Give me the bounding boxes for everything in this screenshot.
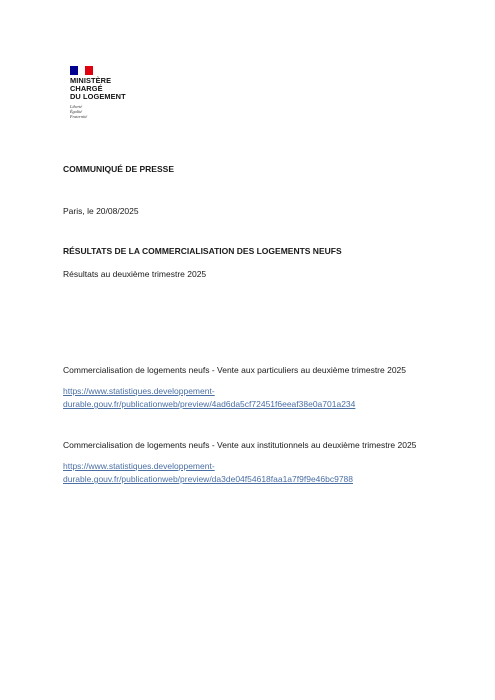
release-date: Paris, le 20/08/2025: [63, 206, 139, 216]
document-subtitle: Résultats au deuxième trimestre 2025: [63, 269, 207, 279]
ministry-logo: [70, 66, 150, 119]
flag-red-stripe: [85, 66, 93, 75]
link-particuliers[interactable]: [63, 385, 355, 411]
item-label-institutionnels: Commercialisation de logements neufs - Vente aux institutionnels au deuxième trimestre 2025: [63, 440, 417, 450]
press-release-heading: COMMUNIQUÉ DE PRESSE: [63, 164, 174, 174]
link-line: https://www.statistiques.developpement-: [63, 386, 215, 396]
link-institutionnels[interactable]: [63, 460, 353, 486]
motto-line: Liberté: [70, 104, 83, 109]
link-line: durable.gouv.fr/publicationweb/preview/da3de04f54618faa1a7f9f9e46bc9788: [63, 474, 354, 484]
item-label-particuliers: Commercialisation de logements neufs - Vente aux particuliers au deuxième trimestre 2025: [63, 365, 407, 375]
link-line: durable.gouv.fr/publicationweb/preview/4ad6da5cf72451f6eeaf38e0a701a234: [63, 399, 356, 409]
flag-white-stripe: [78, 66, 86, 75]
ministry-name: [70, 77, 150, 101]
link-line: https://www.statistiques.developpement-: [63, 461, 215, 471]
french-flag-icon: [70, 66, 93, 75]
motto-line: Égalité: [70, 109, 83, 114]
ministry-name-line: CHARGÉ: [70, 84, 103, 93]
document-title: RÉSULTATS DE LA COMMERCIALISATION DES LOGEMENTS NEUFS: [63, 246, 342, 256]
motto-line: Fraternité: [70, 114, 88, 119]
ministry-name-line: DU LOGEMENT: [70, 92, 126, 101]
ministry-name-line: MINISTÈRE: [70, 76, 112, 85]
flag-blue-stripe: [70, 66, 78, 75]
republic-motto: [70, 104, 150, 119]
